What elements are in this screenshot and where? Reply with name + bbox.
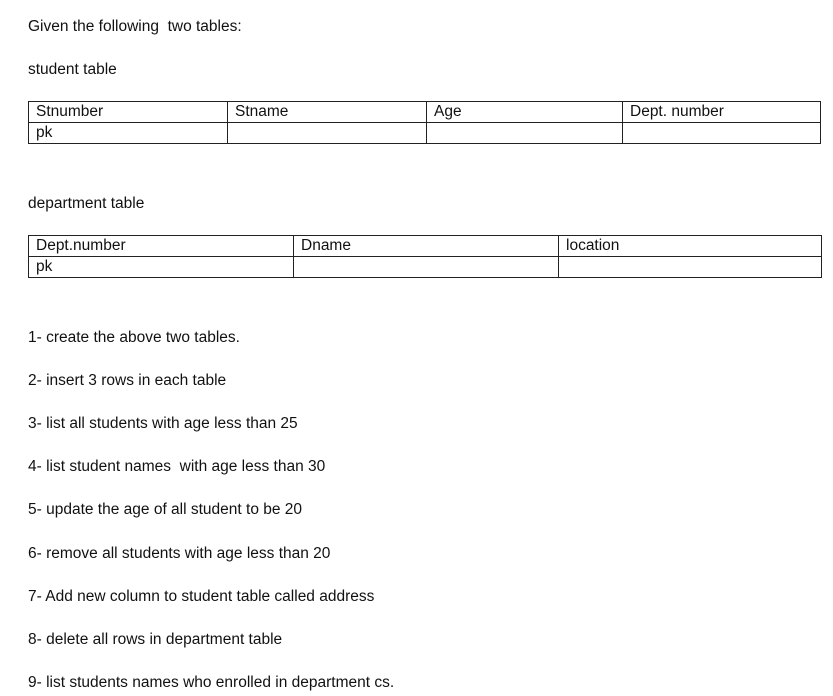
table-cell — [623, 123, 821, 144]
table-cell: pk — [29, 257, 294, 278]
column-header: Stnumber — [29, 102, 228, 123]
column-header: Stname — [228, 102, 427, 123]
table-cell — [294, 257, 559, 278]
column-header: location — [559, 236, 822, 257]
department-table — [28, 235, 822, 278]
task-item: 8- delete all rows in department table — [28, 631, 283, 648]
intro-text: Given the following two tables: — [28, 18, 242, 35]
table-cell — [228, 123, 427, 144]
table-cell — [427, 123, 623, 144]
task-item: 9- list students names who enrolled in department cs. — [28, 674, 395, 691]
task-item: 1- create the above two tables. — [28, 329, 240, 346]
table-row — [29, 257, 822, 278]
department-table-title: department table — [28, 195, 145, 212]
task-item: 6- remove all students with age less than 20 — [28, 545, 331, 562]
column-header: Dept. number — [623, 102, 821, 123]
task-item: 2- insert 3 rows in each table — [28, 372, 227, 389]
table-row — [29, 123, 821, 144]
task-item: 7- Add new column to student table called address — [28, 588, 375, 605]
table-header-row — [29, 236, 822, 257]
task-item: 3- list all students with age less than 25 — [28, 415, 298, 432]
column-header: Dname — [294, 236, 559, 257]
task-item: 4- list student names with age less than 30 — [28, 458, 326, 475]
table-header-row — [29, 102, 821, 123]
student-table — [28, 101, 821, 144]
task-item: 5- update the age of all student to be 20 — [28, 501, 303, 518]
student-table-title: student table — [28, 61, 117, 78]
table-cell: pk — [29, 123, 228, 144]
column-header: Dept.number — [29, 236, 294, 257]
table-cell — [559, 257, 822, 278]
column-header: Age — [427, 102, 623, 123]
